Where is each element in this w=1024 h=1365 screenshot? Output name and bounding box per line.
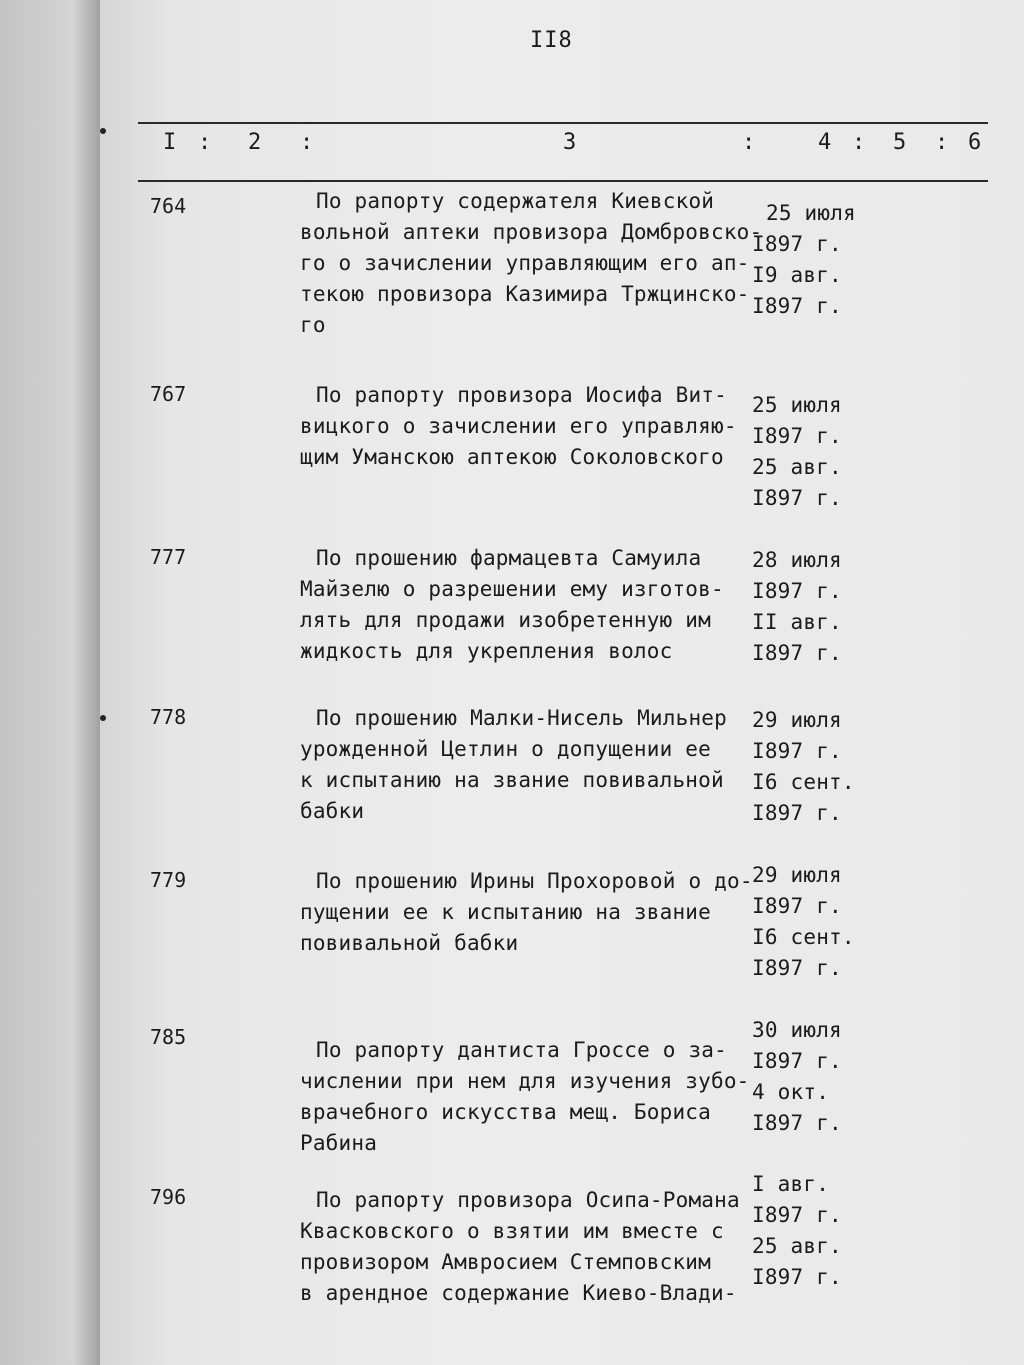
entry-date: I897 г.: [752, 801, 842, 825]
entry-date: I9 авг.: [752, 263, 842, 287]
entry-date: II авг.: [752, 610, 842, 634]
entry-line: пущении ее к испытанию на звание: [300, 900, 711, 924]
entry-date: I897 г.: [752, 1265, 842, 1289]
entry-description: [300, 543, 750, 667]
book-spine-shadow: [0, 0, 104, 1365]
entry-line: По прошению Ирины Прохоровой о до-: [316, 869, 753, 893]
entry-line: бабки: [300, 799, 365, 823]
entry-line: вицкого о зачислении его управляю-: [300, 414, 737, 438]
entry-number: 764: [150, 194, 187, 218]
entry-date: I897 г.: [752, 894, 842, 918]
entry-date: I897 г.: [752, 486, 842, 510]
entry-line: По прошению Малки-Нисель Мильнер: [316, 706, 727, 730]
entry-line: провизором Амвросием Стемповским: [300, 1250, 711, 1274]
entry-line: урожденной Цетлин о допущении ее: [300, 737, 711, 761]
entry-date: 30 июля: [752, 1018, 842, 1042]
entry-line: Рабина: [300, 1131, 378, 1155]
entry-date: I897 г.: [752, 1111, 842, 1135]
binding-hole: [100, 128, 106, 134]
entry-number: 796: [150, 1185, 187, 1209]
entry-line: текою провизора Казимира Тржцинско-: [300, 282, 750, 306]
entry-date: 25 авг.: [752, 1234, 842, 1258]
entry-line: По рапорту содержателя Киевской: [316, 189, 715, 213]
entry-line: По рапорту дантиста Гроссе о за-: [316, 1038, 727, 1062]
column-header-4: 4: [818, 130, 832, 155]
entry-date: 25 июля: [752, 393, 842, 417]
entry-description: [300, 380, 750, 473]
entry-date: I897 г.: [752, 232, 842, 256]
entry-line: повивальной бабки: [300, 931, 519, 955]
entry-description: [300, 186, 763, 341]
binding-hole: [100, 715, 106, 721]
column-separator: :: [198, 130, 212, 155]
entry-date: I897 г.: [752, 739, 842, 763]
entry-date: I897 г.: [752, 294, 842, 318]
entry-dates: [752, 1015, 862, 1139]
entry-description: [300, 866, 753, 959]
entry-number: 779: [150, 868, 187, 892]
entry-date: I897 г.: [752, 956, 842, 980]
entry-description: [300, 703, 750, 827]
entry-number: 767: [150, 382, 187, 406]
column-header-2: 2: [248, 130, 262, 155]
entry-date: 25 авг.: [752, 455, 842, 479]
entry-line: числении при нем для изучения зубо-: [300, 1069, 750, 1093]
entry-date: I897 г.: [752, 1203, 842, 1227]
entry-line: Квасковского о взятии им вместе с: [300, 1219, 724, 1243]
entry-number: 778: [150, 705, 187, 729]
column-separator: :: [935, 130, 949, 155]
entry-dates: [752, 545, 862, 669]
entry-date: 28 июля: [752, 548, 842, 572]
entry-dates: [752, 1169, 862, 1293]
entry-date: I897 г.: [752, 1049, 842, 1073]
entry-line: лять для продажи изобретенную им: [300, 608, 711, 632]
column-header-1: I: [163, 130, 177, 155]
column-separator: :: [742, 130, 756, 155]
column-header-3: 3: [563, 130, 577, 155]
entry-date: 25 июля: [766, 201, 856, 225]
column-header-5: 5: [893, 130, 907, 155]
header-rule-top: [138, 122, 988, 124]
entry-dates: [752, 860, 862, 984]
entry-description: [300, 1035, 750, 1159]
entry-line: в арендное содержание Киево-Влади-: [300, 1281, 737, 1305]
entry-line: го: [300, 313, 326, 337]
entry-date: I897 г.: [752, 424, 842, 448]
entry-date: I авг.: [752, 1172, 830, 1196]
entry-line: По рапорту провизора Осипа-Романа: [316, 1188, 740, 1212]
entry-dates: [752, 390, 862, 514]
column-separator: :: [852, 130, 866, 155]
entry-number: 785: [150, 1025, 187, 1049]
entry-dates: [752, 198, 862, 322]
entry-line: Майзелю о разрешении ему изготов-: [300, 577, 724, 601]
entry-date: I6 сент.: [752, 925, 855, 949]
page-number: II8: [530, 28, 573, 53]
entry-date: I6 сент.: [752, 770, 855, 794]
entry-line: врачебного искусства мещ. Бориса: [300, 1100, 711, 1124]
entry-line: щим Уманскою аптекою Соколовского: [300, 445, 724, 469]
entry-line: По рапорту провизора Иосифа Вит-: [316, 383, 727, 407]
entry-dates: [752, 705, 862, 829]
entry-date: 4 окт.: [752, 1080, 830, 1104]
header-rule-bottom: [138, 180, 988, 182]
entry-description: [300, 1185, 750, 1309]
entry-number: 777: [150, 545, 187, 569]
entry-line: жидкость для укрепления волос: [300, 639, 673, 663]
entry-date: I897 г.: [752, 641, 842, 665]
column-separator: :: [300, 130, 314, 155]
entry-line: го о зачислении управляющим его ап-: [300, 251, 750, 275]
column-header-6: 6: [968, 130, 982, 155]
entry-date: 29 июля: [752, 863, 842, 887]
entry-line: к испытанию на звание повивальной: [300, 768, 724, 792]
entry-date: I897 г.: [752, 579, 842, 603]
entry-line: вольной аптеки провизора Домбровско-: [300, 220, 763, 244]
entry-line: По прошению фармацевта Самуила: [316, 546, 702, 570]
entry-date: 29 июля: [752, 708, 842, 732]
